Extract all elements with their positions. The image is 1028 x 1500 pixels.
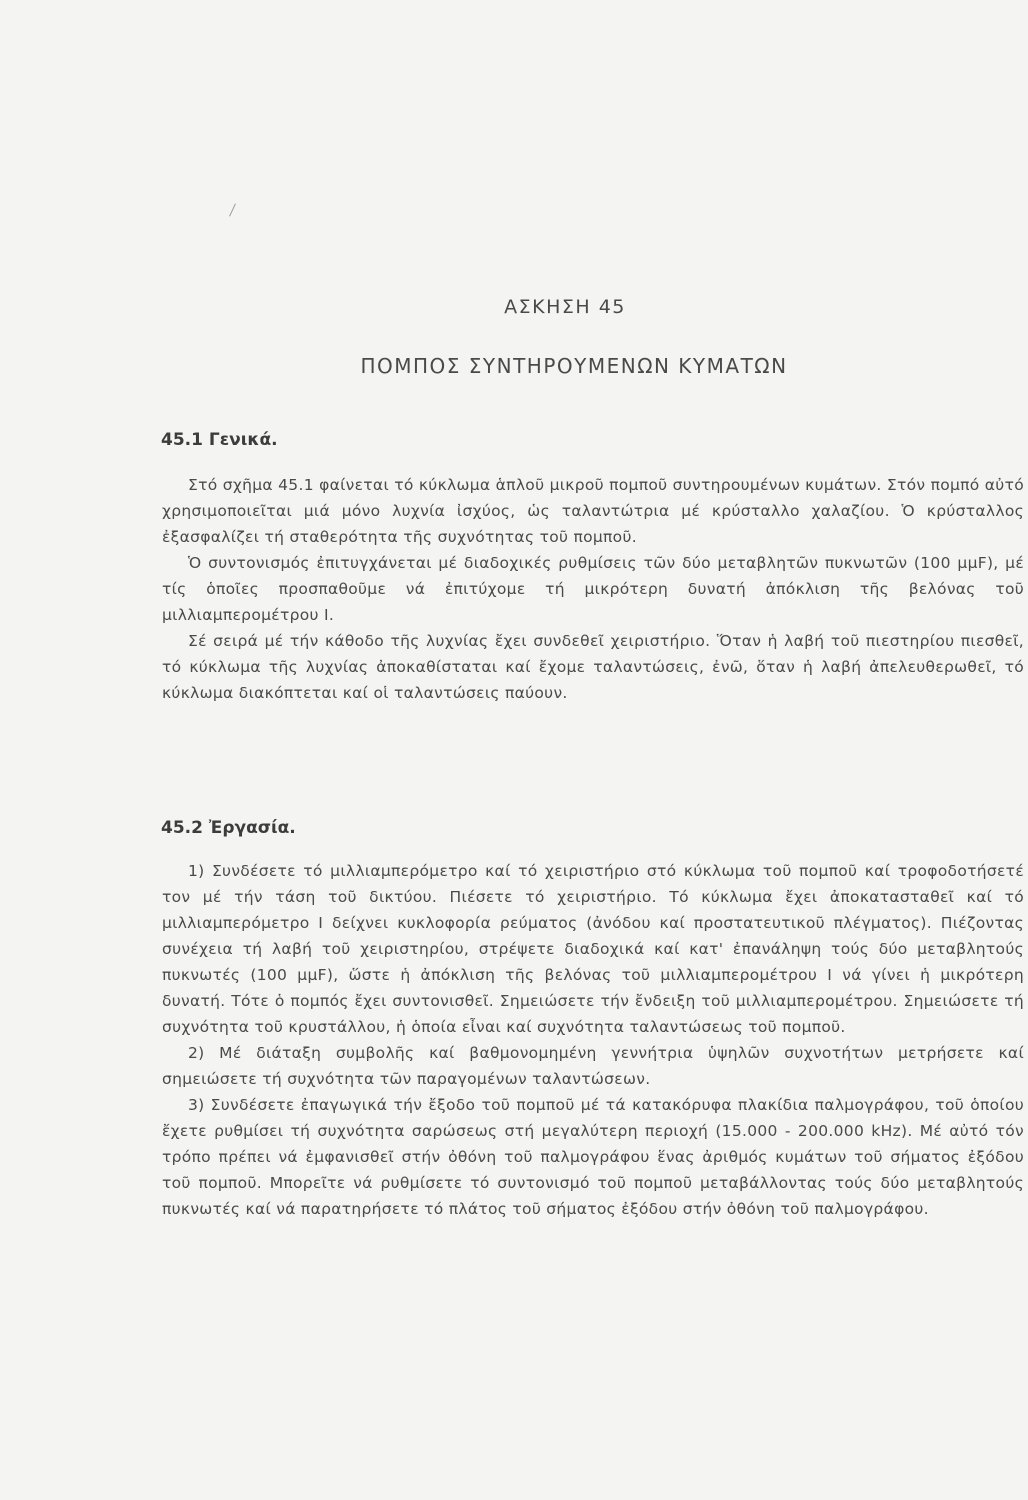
paragraph: Ὁ συντονισμός ἐπιτυγχάνεται μέ διαδοχικές ρυθμίσεις τῶν δύο μεταβλητῶν πυκνωτῶν (100 μμF), μέ τίς ὁποῖες προσπαθοῦμε νά ἐπιτύχομε τή μικρότερη δυνατή ἀπόκλιση τῆς βελόνας τοῦ μιλλιαμπερομέτρου I.	[162, 554, 1024, 624]
section-heading-work: 45.2 Ἐργασία.	[161, 818, 296, 838]
stray-pen-mark	[229, 203, 236, 216]
section-general-body	[162, 472, 1024, 706]
section-work-body	[162, 858, 1024, 1222]
paragraph: Σέ σειρά μέ τήν κάθοδο τῆς λυχνίας ἔχει συνδεθεῖ χειριστήριο. Ὅταν ἡ λαβή τοῦ πιεστηρίου πιεσθεῖ, τό κύκλωμα τῆς λυχνίας ἀποκαθίσταται καί ἔχομε ταλαντώσεις, ἐνῶ, ὅταν ἡ λαβή ἀπελευθερωθεῖ, τό κύκλωμα διακόπτεται καί οἱ ταλαντώσεις παύουν.	[162, 632, 1024, 702]
exercise-label: ΑΣΚΗΣΗ 45	[504, 296, 626, 318]
section-heading-general: 45.1 Γενικά.	[161, 430, 278, 450]
page-title: ΠΟΜΠΟΣ ΣΥΝΤΗΡΟΥΜΕΝΩΝ ΚΥΜΑΤΩΝ	[360, 354, 788, 378]
paragraph: 3) Συνδέσετε ἐπαγωγικά τήν ἔξοδο τοῦ πομποῦ μέ τά κατακόρυφα πλακίδια παλμογράφου, τοῦ ὁποίου ἔχετε ρυθμίσει τή συχνότητα σαρώσεως στή μεγαλύτερη περιοχή (15.000 - 200.000 kHz). Μέ αὐτό τόν τρόπο πρέπει νά ἐμφανισθεῖ στήν ὀθόνη τοῦ παλμογράφου ἕνας ἀριθμός κυμάτων τοῦ σήματος ἐξόδου τοῦ πομποῦ. Μπορεῖτε νά ρυθμίσετε τό συντονισμό τοῦ πομποῦ μεταβάλλοντας τούς δύο μεταβλητούς πυκνωτές καί νά παρατηρήσετε τό πλάτος τοῦ σήματος ἐξόδου στήν ὀθόνη τοῦ παλμογράφου.	[162, 1096, 1024, 1218]
paragraph: 1) Συνδέσετε τό μιλλιαμπερόμετρο καί τό χειριστήριο στό κύκλωμα τοῦ πομποῦ καί τροφοδοτήσετέ τον μέ τήν τάση τοῦ δικτύου. Πιέσετε τό χειριστήριο. Τό κύκλωμα ἔχει ἀποκατασταθεῖ καί τό μιλλιαμπερόμετρο I δείχνει κυκλοφορία ρεύματος (ἀνόδου καί προστατευτικοῦ πλέγματος). Πιέζοντας συνέχεια τή λαβή τοῦ χειριστηρίου, στρέψετε διαδοχικά καί κατ' ἐπανάληψη τούς δύο μεταβλητούς πυκνωτές (100 μμF), ὥστε ἡ ἀπόκλιση τῆς βελόνας τοῦ μιλλιαμπερομέτρου I νά γίνει ἡ μικρότερη δυνατή. Τότε ὁ πομπός ἔχει συντονισθεῖ. Σημειώσετε τήν ἔνδειξη τοῦ μιλλιαμπερομέτρου. Σημειώσετε τή συχνότητα τοῦ κρυστάλλου, ἡ ὁποία εἶναι καί συχνότητα ταλαντώσεως τοῦ πομποῦ.	[162, 862, 1024, 1036]
paragraph: 2) Μέ διάταξη συμβολῆς καί βαθμονομημένη γεννήτρια ὑψηλῶν συχνοτήτων μετρήσετε καί σημειώσετε τή συχνότητα τῶν παραγομένων ταλαντώσεων.	[162, 1044, 1024, 1088]
paragraph: Στό σχῆμα 45.1 φαίνεται τό κύκλωμα ἁπλοῦ μικροῦ πομποῦ συντηρουμένων κυμάτων. Στόν πομπό αὐτό χρησιμοποιεῖται μιά μόνο λυχνία ἰσχύος, ὡς ταλαντώτρια μέ κρύσταλλο χαλαζίου. Ὁ κρύσταλλος ἐξασφαλίζει τή σταθερότητα τῆς συχνότητας τοῦ πομποῦ.	[162, 476, 1024, 546]
